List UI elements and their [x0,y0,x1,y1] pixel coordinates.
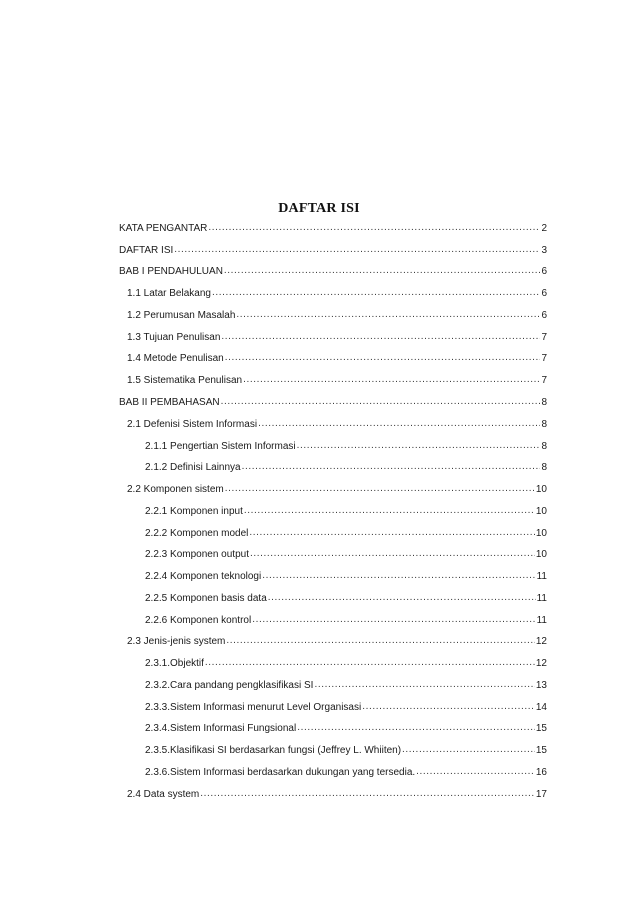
toc-entry-page-number: 10 [535,549,547,561]
toc-entry-label: 2.2.2 Komponen model [145,527,249,539]
table-of-contents [119,218,547,806]
toc-dot-leader [416,767,535,779]
toc-entry-page-number: 7 [541,375,547,387]
toc-entry-label: 2.2.1 Komponen input [145,505,243,517]
toc-dot-leader [225,353,541,365]
toc-entry-label: 2.3.5.Klasifikasi SI berdasarkan fungsi (Jeffrey L. Whiiten) [145,745,402,757]
toc-dot-leader [243,375,540,387]
toc-entry [119,740,547,762]
toc-entry-label: 2.2 Komponen sistem [127,484,224,496]
toc-dot-leader [362,702,535,714]
toc-dot-leader [297,723,535,735]
toc-dot-leader [174,245,540,257]
toc-dot-leader [268,593,536,605]
toc-entry [119,370,547,392]
toc-entry-label: 1.1 Latar Belakang [127,288,211,300]
toc-entry-label: 2.3.4.Sistem Informasi Fungsional [145,723,297,735]
toc-entry-page-number: 8 [541,418,547,430]
toc-entry-page-number: 11 [536,614,547,626]
toc-entry-label: 2.2.5 Komponen basis data [145,592,267,604]
toc-entry-label: 2.2.3 Komponen output [145,549,249,561]
toc-entry-page-number: 6 [541,266,547,278]
toc-entry [119,544,547,566]
toc-entry [119,262,547,284]
toc-entry-page-number: 8 [541,397,547,408]
toc-entry-page-number: 15 [535,723,547,735]
toc-entry [119,523,547,545]
toc-entry [119,414,547,436]
toc-entry-label: 2.4 Data system [127,788,200,800]
toc-dot-leader [225,484,535,496]
toc-entry-page-number: 13 [535,679,547,691]
page-title: DAFTAR ISI [278,201,360,216]
toc-entry-label: 2.3 Jenis-jenis system [127,636,226,648]
toc-entry [119,588,547,610]
toc-entry [119,697,547,719]
toc-dot-leader [262,571,535,583]
toc-entry [119,283,547,305]
toc-dot-leader [249,528,534,540]
toc-entry-label: 2.3.2.Cara pandang pengklasifikasi SI [145,679,314,691]
toc-entry-page-number: 14 [535,701,547,713]
toc-entry-page-number: 17 [535,788,547,800]
toc-entry [119,566,547,588]
toc-entry-page-number: 7 [541,331,547,343]
toc-entry [119,762,547,784]
toc-entry [119,240,547,262]
toc-entry-page-number: 11 [536,592,547,604]
toc-dot-leader [402,745,535,757]
toc-entry [119,218,547,240]
toc-entry-label: KATA PENGANTAR [119,222,208,234]
toc-entry-label: DAFTAR ISI [119,244,174,256]
toc-dot-leader [221,397,541,409]
toc-entry [119,457,547,479]
toc-entry-page-number: 8 [541,462,547,474]
toc-dot-leader [314,680,534,692]
toc-entry [119,392,547,414]
toc-entry-label: 2.1.2 Definisi Lainnya [145,462,241,474]
toc-entry [119,675,547,697]
toc-entry-page-number: 11 [536,571,547,583]
toc-dot-leader [244,506,535,518]
toc-entry [119,436,547,458]
toc-entry-label: 1.4 Metode Penulisan [127,353,224,365]
toc-dot-leader [226,636,535,648]
toc-entry-page-number: 10 [535,527,547,539]
toc-entry-label: BAB I PENDAHULUAN [119,266,223,278]
toc-entry-page-number: 7 [541,353,547,365]
toc-entry [119,784,547,806]
toc-dot-leader [208,223,540,235]
toc-entry-page-number: 10 [535,484,547,496]
toc-entry [119,327,547,349]
toc-entry-page-number: 12 [535,658,547,670]
toc-entry [119,610,547,632]
toc-entry-label: 2.3.3.Sistem Informasi menurut Level Organisasi [145,701,362,713]
toc-dot-leader [224,266,541,278]
toc-entry-label: 1.3 Tujuan Penulisan [127,331,221,343]
toc-entry-page-number: 6 [541,288,547,300]
toc-entry-label: 1.2 Perumusan Masalah [127,309,236,321]
toc-entry-page-number: 3 [541,244,547,256]
toc-entry [119,349,547,371]
toc-entry-label: BAB II PEMBAHASAN [119,397,220,408]
toc-dot-leader [250,549,535,561]
toc-entry-page-number: 8 [541,440,547,452]
toc-dot-leader [221,332,540,344]
toc-entry [119,305,547,327]
toc-dot-leader [297,441,541,453]
toc-entry-label: 2.1 Defenisi Sistem Informasi [127,418,258,430]
toc-entry-label: 2.2.6 Komponen kontrol [145,614,252,626]
toc-entry [119,653,547,675]
toc-entry-page-number: 16 [535,767,547,779]
toc-dot-leader [252,615,535,627]
toc-entry [119,632,547,654]
toc-entry-page-number: 12 [535,636,547,648]
toc-entry-page-number: 2 [541,222,547,234]
toc-entry [119,719,547,741]
toc-dot-leader [258,419,540,431]
toc-dot-leader [212,288,540,300]
toc-entry [119,501,547,523]
toc-entry-page-number: 15 [535,745,547,757]
toc-entry-label: 2.3.1.Objektif [145,658,204,670]
toc-entry [119,479,547,501]
toc-dot-leader [236,310,540,322]
toc-dot-leader [200,789,535,801]
toc-entry-label: 1.5 Sistematika Penulisan [127,375,243,387]
toc-entry-page-number: 10 [535,505,547,517]
toc-dot-leader [242,462,541,474]
toc-entry-page-number: 6 [541,309,547,321]
toc-dot-leader [205,658,535,670]
toc-entry-label: 2.2.4 Komponen teknologi [145,571,262,583]
toc-entry-label: 2.1.1 Pengertian Sistem Informasi [145,440,296,452]
toc-entry-label: 2.3.6.Sistem Informasi berdasarkan dukungan yang tersedia. [145,767,416,779]
